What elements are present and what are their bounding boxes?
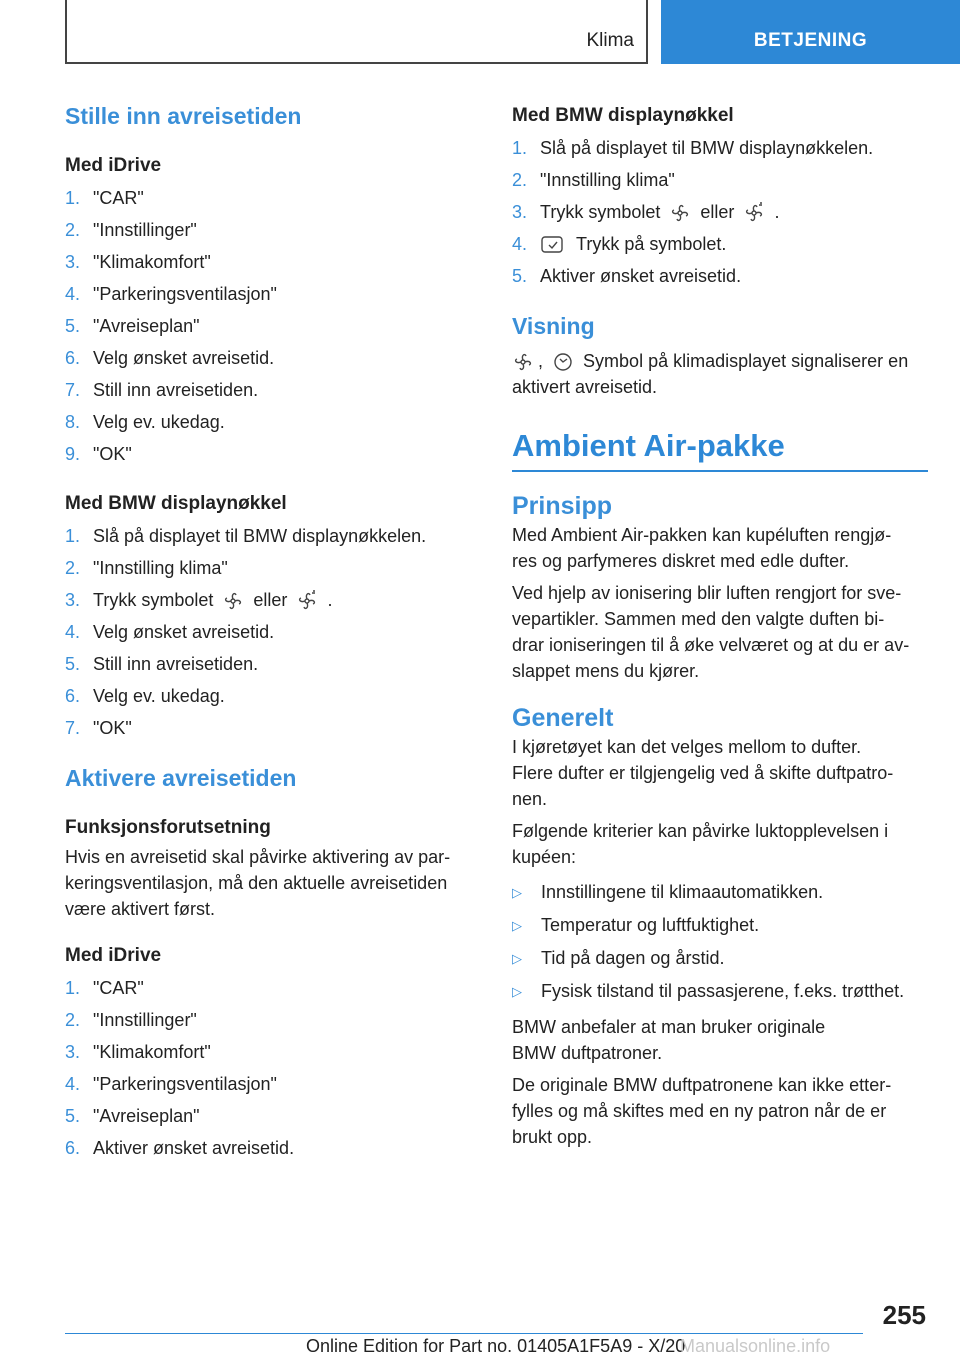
heading-aktivere: Aktivere avreisetiden bbox=[65, 765, 297, 791]
list-item: 2. "Innstillinger" bbox=[65, 220, 197, 240]
list-item: 4. "Parkeringsventilasjon" bbox=[65, 284, 277, 304]
list-item: 6. Velg ønsket avreisetid. bbox=[65, 348, 275, 368]
list-item: 3. Trykk symbolet eller . bbox=[65, 584, 465, 616]
list-item: 7. Still inn avreisetiden. bbox=[65, 380, 259, 400]
visning-text: , Symbol på klimadisplayet signaliserer en aktivert avreisetid. bbox=[512, 351, 909, 397]
steps-display-key-1 bbox=[65, 520, 465, 744]
list-item: ▷ Fysisk tilstand til passasjerene, f.eks. trøtthet. bbox=[512, 981, 905, 1001]
list-item: 4. Velg ønsket avreisetid. bbox=[65, 622, 275, 642]
list-item: 2. "Innstilling klima" bbox=[65, 558, 228, 578]
fan-fast-icon bbox=[743, 202, 765, 224]
list-item: 2. "Innstillinger" bbox=[65, 1010, 197, 1030]
left-column bbox=[65, 100, 465, 1164]
steps-idrive-2 bbox=[65, 972, 465, 1164]
generelt-paragraph-4: De originale BMW duftpatronene kan ikke etter- fylles og må skiftes med en ny patron når de er brukt opp. bbox=[512, 1075, 892, 1147]
watermark: Manualsonline.info bbox=[680, 1336, 831, 1356]
list-item: 3. "Klimakomfort" bbox=[65, 1042, 211, 1062]
footer-divider bbox=[65, 1333, 863, 1334]
prerequisite-text: Hvis en avreisetid skal påvirke aktivering av par- keringsventilasjon, må den aktuelle avreisetiden være aktivert først. bbox=[65, 847, 451, 919]
heading-prinsipp: Prinsipp bbox=[512, 492, 613, 520]
generelt-paragraph-1: I kjøretøyet kan det velges mellom to dufter. Flere dufter er tilgjengelig ved å skifte duftpatro- nen. bbox=[512, 737, 894, 809]
heading-generelt: Generelt bbox=[512, 704, 614, 732]
clock-icon bbox=[552, 351, 574, 373]
prinsipp-paragraph-1: Med Ambient Air-pakken kan kupéluften rengjø- res og parfymeres diskret med edle dufter. bbox=[512, 525, 892, 571]
generelt-paragraph-2: Følgende kriterier kan påvirke luktopplevelsen i kupéen: bbox=[512, 821, 889, 867]
header-chapter-tab: BETJENING bbox=[661, 0, 960, 64]
subheading-display-key-1: Med BMW displaynøkkel bbox=[65, 493, 287, 514]
list-item: 4. Trykk på symbolet. bbox=[512, 228, 928, 260]
heading-ambient-air: Ambient Air-pakke bbox=[512, 424, 928, 472]
list-item: 6. Aktiver ønsket avreisetid. bbox=[65, 1138, 295, 1158]
subheading-idrive-2: Med iDrive bbox=[65, 945, 162, 966]
criteria-list bbox=[512, 876, 928, 1008]
heading-stille-inn: Stille inn avreisetiden bbox=[65, 103, 302, 129]
list-item: 1. Slå på displayet til BMW displaynøkkelen. bbox=[65, 526, 427, 546]
list-item: 9. "OK" bbox=[65, 444, 132, 464]
list-item: 5. "Avreiseplan" bbox=[65, 1106, 200, 1126]
list-item: 5. Aktiver ønsket avreisetid. bbox=[512, 266, 742, 286]
fan-icon bbox=[669, 202, 691, 224]
fan-fast-icon bbox=[296, 590, 318, 612]
display-key-icon bbox=[540, 234, 566, 256]
steps-display-key-2 bbox=[512, 132, 928, 292]
right-column bbox=[512, 100, 928, 1150]
generelt-paragraph-3: BMW anbefaler at man bruker originale BMW duftpatroner. bbox=[512, 1017, 826, 1063]
list-item: 3. "Klimakomfort" bbox=[65, 252, 211, 272]
header-box bbox=[65, 0, 648, 64]
list-item: 5. "Avreiseplan" bbox=[65, 316, 200, 336]
list-item: 8. Velg ev. ukedag. bbox=[65, 412, 225, 432]
steps-idrive-1 bbox=[65, 182, 465, 470]
list-item: 5. Still inn avreisetiden. bbox=[65, 654, 259, 674]
prinsipp-paragraph-2: Ved hjelp av ionisering blir luften rengjort for sve- vepartikler. Sammen med den valgte duften bi- drar ioniseringen til å øke velværet og at du er av- slappet mens du kjører. bbox=[512, 583, 910, 681]
fan-icon bbox=[222, 590, 244, 612]
list-item: ▷ Tid på dagen og årstid. bbox=[512, 948, 725, 968]
list-item: ▷ Innstillingene til klimaautomatikken. bbox=[512, 882, 824, 902]
subheading-display-key-2: Med BMW displaynøkkel bbox=[512, 105, 734, 126]
list-item: 2. "Innstilling klima" bbox=[512, 170, 675, 190]
header-section-title: Klima bbox=[586, 30, 634, 51]
subheading-idrive-1: Med iDrive bbox=[65, 155, 162, 176]
fan-icon bbox=[512, 351, 534, 373]
list-item: 1. "CAR" bbox=[65, 978, 144, 998]
list-item: 7. "OK" bbox=[65, 718, 132, 738]
footer-edition: Online Edition for Part no. 01405A1F5A9 - X/20 bbox=[306, 1336, 686, 1356]
list-item: 3. Trykk symbolet eller . bbox=[512, 196, 928, 228]
list-item: 1. Slå på displayet til BMW displaynøkkelen. bbox=[512, 138, 874, 158]
heading-visning: Visning bbox=[512, 313, 595, 339]
list-item: 1. "CAR" bbox=[65, 188, 144, 208]
list-item: 6. Velg ev. ukedag. bbox=[65, 686, 225, 706]
list-item: 4. "Parkeringsventilasjon" bbox=[65, 1074, 277, 1094]
page-number: 255 bbox=[882, 1300, 926, 1330]
subheading-prerequisite: Funksjonsforutsetning bbox=[65, 817, 271, 838]
list-item: ▷ Temperatur og luftfuktighet. bbox=[512, 915, 760, 935]
